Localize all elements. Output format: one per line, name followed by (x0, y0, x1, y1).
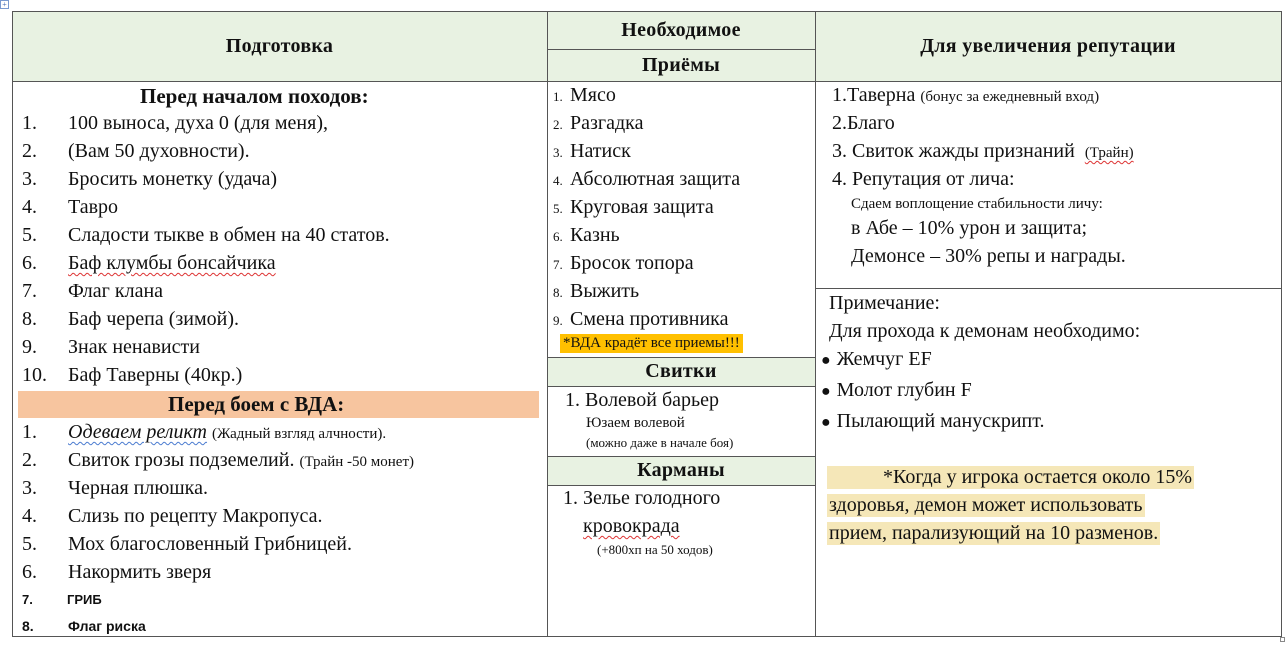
border-bottom (12, 636, 1282, 637)
fight-item-4: 4. Слизь по рецепту Макропуса. (22, 505, 323, 527)
border-pockets-top (547, 456, 815, 457)
technique-item-7: 7. Бросок топора (553, 252, 694, 274)
technique-item-2: 2. Разгадка (553, 112, 644, 134)
header-needed-label: Необходимое (621, 18, 741, 41)
prep-item-8: 8. Баф черепа (зимой). (22, 308, 239, 330)
rep-item-5: Сдаем воплощение стабильности личу: (851, 196, 1103, 212)
fight-item-8: 8. Флаг риска (22, 618, 146, 634)
header-prep-label: Подготовка (225, 34, 334, 57)
note-bullet-1: ● Жемчуг EF (821, 348, 932, 370)
fight-item-2: 2. Свиток грозы подземелий. (Трайн -50 монет) (22, 449, 414, 471)
technique-item-6: 6. Казнь (553, 224, 620, 246)
warning-line-3: прием, парализующий на 10 разменов. (829, 522, 1159, 544)
border-pockets-bottom (547, 485, 815, 486)
note-bullet-2: ● Молот глубин F (821, 379, 972, 401)
warning-line-1: *Когда у игрока остается около 15% (827, 466, 1194, 489)
fight-item-5: 5. Мох благословенный Грибницей. (22, 533, 353, 555)
technique-item-1: 1. Мясо (553, 84, 616, 106)
border-needed-split (547, 49, 815, 50)
border-header-bottom (12, 81, 1282, 82)
prep-item-2: 2. (Вам 50 духовности). (22, 140, 250, 162)
header-pockets (547, 456, 815, 485)
border-left (12, 11, 13, 637)
note-title: Примечание: (829, 292, 940, 314)
techniques-note: *ВДА крадёт все приемы!!! (560, 334, 743, 353)
scroll-sub-2: (можно даже в начале боя) (586, 435, 734, 450)
header-techniques-label: Приёмы (641, 53, 721, 76)
rep-item-2: 2.Благо (832, 112, 895, 134)
prep-item-1: 1. 100 выноса, духа 0 (для меня), (22, 112, 328, 134)
prep-item-9: 9. Знак ненависти (22, 336, 200, 358)
border-right (1281, 11, 1282, 637)
before-fight-title: Перед боем с ВДА: (168, 392, 345, 416)
border-top (12, 11, 1282, 12)
warning-line-2: здоровья, демон может использовать (829, 494, 1143, 516)
bullet-icon: ● (821, 414, 831, 431)
pocket-item-line2: кровокрада (583, 515, 680, 537)
border-scrolls-top (547, 357, 815, 358)
fight-item-1: 1. Одеваем реликт (Жадный взгляд алчности). (22, 421, 387, 443)
header-scrolls (547, 357, 815, 386)
bullet-icon: ● (821, 352, 831, 369)
prep-item-3: 3. Бросить монетку (удача) (22, 168, 278, 190)
scroll-sub-1: Юзаем волевой (586, 415, 685, 431)
border-rep-split (815, 288, 1281, 289)
header-reputation (815, 11, 1281, 81)
rep-item-7: Демонсе – 30% репы и награды. (851, 245, 1126, 267)
rep-item-4: 4. Репутация от лича: (832, 168, 1015, 190)
header-reputation-label: Для увеличения репутации (920, 34, 1176, 57)
border-col2 (815, 11, 816, 637)
pocket-sub: (+800хп на 50 ходов) (597, 542, 713, 557)
before-campaigns-title: Перед началом походов: (140, 84, 369, 108)
rep-item-1: 1.Таверна (бонус за ежедневный вход) (832, 84, 1100, 106)
header-needed (547, 11, 815, 49)
technique-item-5: 5. Круговая защита (553, 196, 714, 218)
prep-item-7: 7. Флаг клана (22, 280, 164, 302)
scroll-item: 1. Волевой барьер (565, 389, 719, 411)
bullet-icon: ● (821, 383, 831, 400)
prep-item-6: 6. Баф клумбы бонсайчика (22, 252, 276, 274)
header-techniques (547, 49, 815, 81)
table-move-handle-icon[interactable]: + (0, 0, 9, 9)
prep-item-10: 10. Баф Таверны (40кр.) (22, 364, 243, 386)
technique-item-3: 3. Натиск (553, 140, 631, 162)
rep-item-3: 3. Свиток жажды признаний (Трайн) (832, 140, 1134, 162)
header-scrolls-label: Свитки (645, 360, 717, 382)
header-prep (12, 11, 547, 81)
technique-item-8: 8. Выжить (553, 280, 640, 302)
fight-item-7: 7. ГРИБ (22, 592, 102, 607)
rep-item-6: в Абе – 10% урон и защита; (851, 217, 1088, 239)
table-resize-handle-icon[interactable] (1280, 637, 1285, 642)
prep-item-4: 4. Тавро (22, 196, 119, 218)
technique-item-9: 9. Смена противника (553, 308, 729, 330)
border-scrolls-bottom (547, 386, 815, 387)
fight-item-6: 6. Накормить зверя (22, 561, 212, 583)
technique-item-4: 4. Абсолютная защита (553, 168, 741, 190)
note-bullet-3: ● Пылающий манускрипт. (821, 410, 1045, 432)
pocket-item-line1: 1. Зелье голодного (563, 487, 721, 509)
note-intro: Для прохода к демонам необходимо: (829, 320, 1141, 342)
fight-item-3: 3. Черная плюшка. (22, 477, 208, 499)
border-col1 (547, 11, 548, 637)
prep-item-5: 5. Сладости тыкве в обмен на 40 статов. (22, 224, 390, 246)
header-pockets-label: Карманы (637, 459, 725, 481)
